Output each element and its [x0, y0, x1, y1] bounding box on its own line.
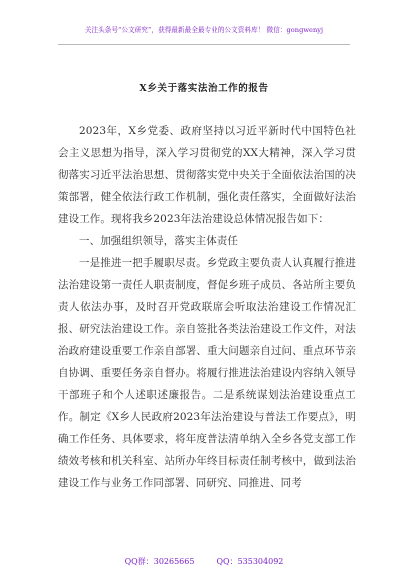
qq-group-number: QQ群：30265665 — [124, 557, 195, 566]
header-divider — [58, 44, 350, 45]
document-body — [58, 120, 356, 494]
intro-paragraph: 2023年，X乡党委、政府坚持以习近平新时代中国特色社会主义思想为指导，深入学习贯彻党的XX大精神，深入学习贯彻落实习近平法治思想、贯彻落实党中央关于全面依法治国的决策部署，健全依法行政工作机制，强化责任落实，全面做好法治建设工作。现将我乡2023年法治建设总体情况报告如下： — [58, 125, 356, 225]
section-paragraph: 一是推进一把手履职尽责。乡党政主要负责人认真履行推进法治建设第一责任人职责制度，督促乡班子成员、各站所主要负责人依法办事，及时召开党政联席会听取法治建设工作情况汇报、研究法治建设工作。亲自签批各类法治建设工作文件，对法治政府建设重要工作亲自部署、重大问题亲自过问、重点环节亲自协调、重要任务亲自督办。将履行推进法治建设内容纳入领导干部班子和个人述职述廉报告。二是系统谋划法治建设重点工作。制定《X乡人民政府2023年法治建设与普法工作要点》，明确工作任务、具体要求，将年度普法清单纳入全乡各党支部工作绩效考核和机关科室、站所办年终目标责任制考核中，做到法治建设工作与业务工作同部署、同研究、同推进、同考 — [58, 257, 356, 489]
qq-number: QQ：535304092 — [216, 557, 284, 566]
footer-contacts — [0, 556, 408, 567]
document-title: X乡关于落实法治工作的报告 — [139, 83, 269, 94]
header-banner: 关注头条号“公文研究”，获得最新最全最专业的公文资料库！ 微信：gongwenyj — [84, 26, 324, 34]
section-heading: 一、加强组织领导，落实主体责任 — [79, 235, 238, 247]
